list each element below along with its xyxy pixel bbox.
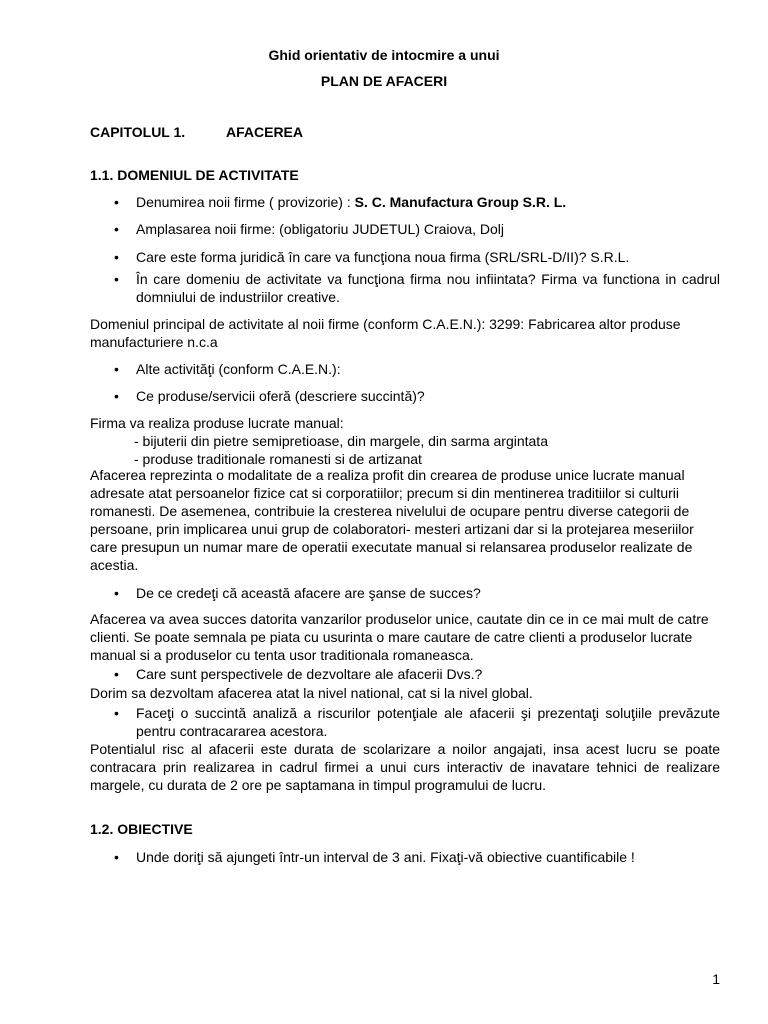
paragraph-success-answer: Afacerea va avea succes datorita vanzarilor produselor unice, cautate din ce in ce mai mult de catre clienti. Se poate semnala pe piata cu usurinta o mare cautare de catre clienti a produselor lucrate manual si a produselor cu tenta usor traditionala romaneasca.: [90, 611, 709, 663]
bullet-text: Alte activităţi (conform C.A.E.N.):: [136, 361, 341, 377]
bullet-dot: •: [114, 388, 119, 404]
bullet-dot: •: [114, 221, 119, 237]
bullet-dot: •: [114, 705, 119, 721]
bullet-dot: •: [114, 361, 119, 377]
bullet-text: Unde doriţi să ajungeti într-un interval de 3 ani. Fixaţi-vă obiective cuantificabile !: [136, 849, 635, 865]
paragraph-main-domain: Domeniul principal de activitate al noii firme (conform C.A.E.N.): 3299: Fabricarea altor produse manufacturiere n.c.a: [90, 316, 681, 350]
product-item: - produse traditionale romanesti si de artizanat: [134, 451, 422, 467]
bullet-text: [136, 193, 720, 211]
paragraph-perspective-answer: Dorim sa dezvoltam afacerea atat la nivel national, cat si la nivel global.: [90, 685, 533, 701]
company-name-value: S. C. Manufactura Group S.R. L.: [354, 194, 567, 210]
bullet-dot: •: [114, 666, 119, 682]
paragraph-risk-answer: Potentialul risc al afacerii este durata de scolarizare a noilor angajati, insa acest lucru se poate contracara prin realizarea in cadrul firmei a unui curs interactiv de inavatare tehnici de realizare margele, cu durata de 2 ore pe saptamana in timpul programului de lucru.: [90, 741, 720, 793]
bullet-text: Care este forma juridică în care va funcţiona noua firma (SRL/SRL-D/II)? S.R.L.: [136, 249, 630, 265]
bullet-dot: •: [114, 194, 119, 210]
chapter-number: CAPITOLUL 1.: [90, 124, 186, 140]
doc-title-line1: Ghid orientativ de intocmire a unui: [268, 47, 500, 63]
bullet-dot: •: [114, 249, 119, 265]
bullet-text: De ce credeţi că această afacere are şanse de succes?: [136, 585, 481, 601]
bullet-text: În care domeniu de activitate va funcţiona firma nou infiintata? Firma va functiona in cadrul domniului de industriilor creative.: [136, 271, 720, 305]
section-heading-1-1: 1.1. DOMENIUL DE ACTIVITATE: [90, 167, 299, 183]
chapter-title: AFACEREA: [226, 124, 304, 140]
bullet-text: Ce produse/servicii oferă (descriere succintă)?: [136, 388, 425, 404]
bullet-text: Faceţi o succintă analiză a riscurilor potenţiale ale afacerii şi prezentaţi soluţiile prevăzute pentru contracararea acestora.: [136, 705, 720, 739]
bullet-dot: •: [114, 585, 119, 601]
bullet-dot: •: [114, 271, 119, 287]
section-heading-1-2: 1.2. OBIECTIVE: [90, 821, 193, 837]
company-name-label: Denumirea noii firme ( provizorie) :: [136, 194, 355, 210]
doc-title-line2: PLAN DE AFACERI: [320, 73, 448, 89]
paragraph-description: Afacerea reprezinta o modalitate de a realiza profit din crearea de produse unice lucrate manual adresate atat persoanelor fizice cat si corporatiilor; precum si din mentinerea traditiilor si culturii romanesti. De asemenea, contribuie la cresterea nivelului de ocupare pentru diverse categorii de persoane, prin implicarea unui grup de colaboratori- mesteri artizani dar si la protejarea meseriilor care presupun un numar mare de operatii executate manual si relansarea produselor realizate de acestia.: [90, 467, 694, 573]
product-item: - bijuterii din pietre semipretioase, din margele, din sarma argintata: [134, 433, 548, 449]
products-intro: Firma va realiza produse lucrate manual:: [90, 415, 344, 431]
bullet-text: Care sunt perspectivele de dezvoltare ale afacerii Dvs.?: [136, 666, 483, 682]
bullet-dot: •: [114, 849, 119, 865]
bullet-text: Amplasarea noii firme: (obligatoriu JUDETUL) Craiova, Dolj: [136, 221, 505, 237]
page-number: 1: [712, 971, 720, 987]
